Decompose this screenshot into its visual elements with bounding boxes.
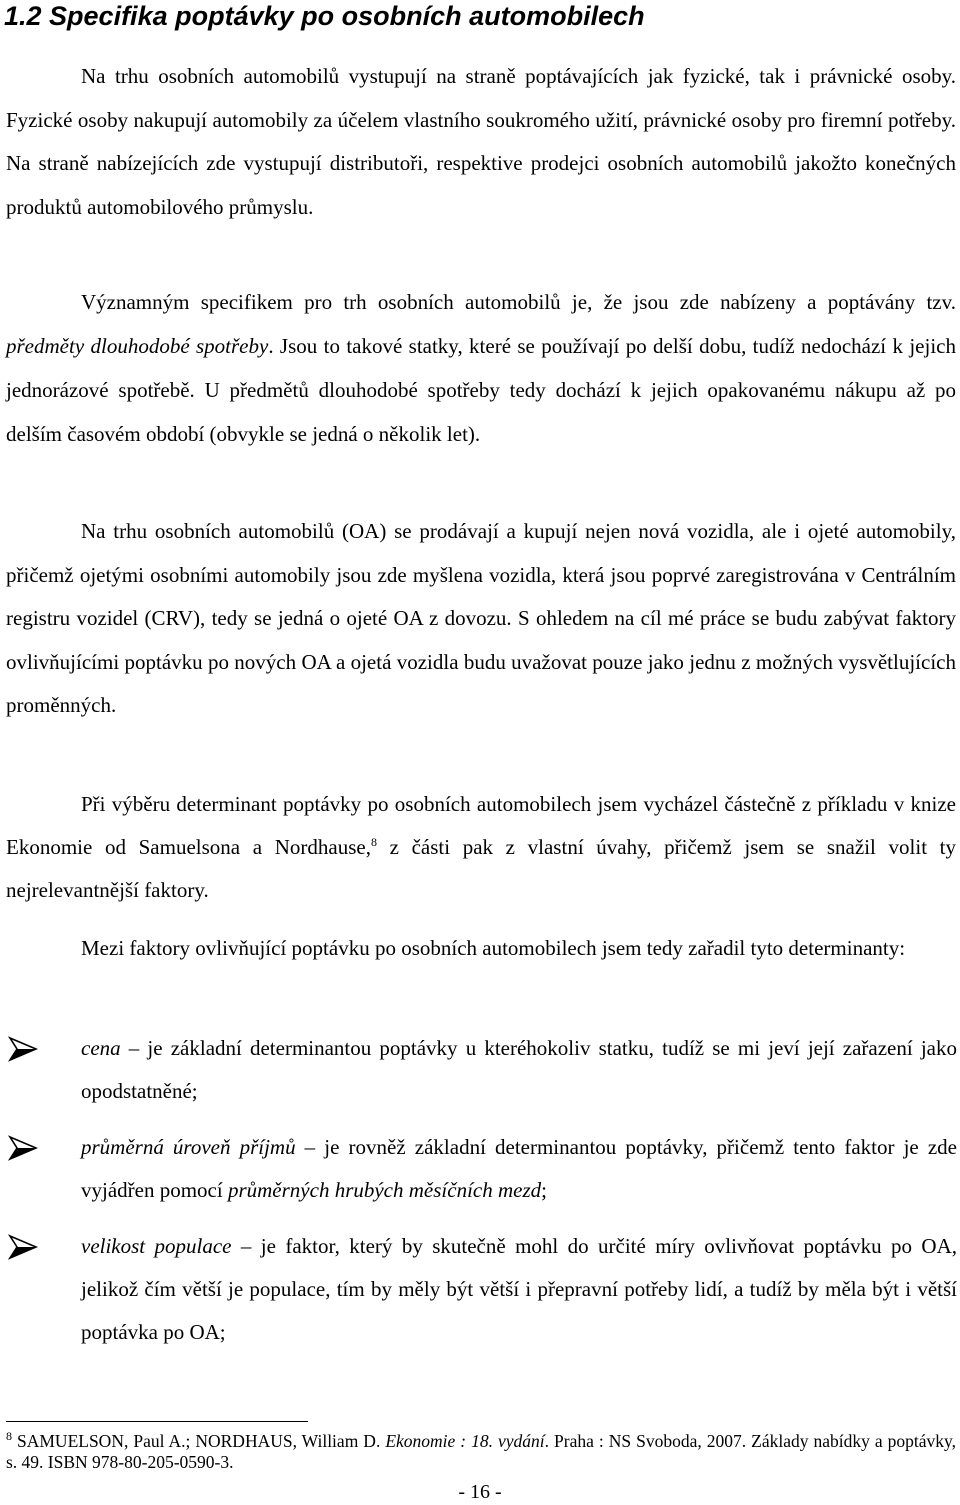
- page-number: - 16 -: [458, 1481, 502, 1503]
- list-item: [0, 1126, 960, 1212]
- paragraph-text: Významným specifikem pro trh osobních automobilů je, že jsou zde nabízeny a poptávány tzv.: [81, 290, 956, 314]
- determinants-list: [0, 1027, 960, 1354]
- emphasis-term: předměty dlouhodobé spotřeby: [6, 334, 269, 358]
- footnote-reference: 8: [370, 835, 377, 849]
- list-item-text: [81, 1126, 957, 1212]
- footnote-book-title: Ekonomie : 18. vydání: [385, 1431, 545, 1451]
- paragraph-text: z části pak z vlastní úvahy, přičemž jsem se snažil volit ty nejrelevantnější faktory.: [6, 835, 957, 902]
- paragraph-4: [6, 783, 956, 912]
- arrowhead-bullet-icon: [8, 1234, 38, 1260]
- footnote-separator: [6, 1421, 308, 1422]
- section-heading: 1.2 Specifika poptávky po osobních automobilech: [4, 1, 645, 31]
- paragraph-3: [6, 510, 956, 728]
- emphasis-term: cena: [81, 1036, 121, 1060]
- emphasis-term: průměrná úroveň příjmů: [81, 1135, 296, 1159]
- paragraph-text: . Jsou to takové statky, které se používají po delší dobu, tudíž nedochází k jejich jednorázové spotřebě. U předmětů dlouhodobé spotřeby tedy dochází k jejich opakovanému nákupu až po delším časovém období (obvykle se jedná o několik let).: [6, 334, 956, 446]
- paragraph-text: Mezi faktory ovlivňující poptávku po osobních automobilech jsem tedy zařadil tyto determinanty:: [81, 936, 906, 960]
- footnote: [6, 1431, 956, 1473]
- emphasis-term: průměrných hrubých měsíčních mezd: [227, 1178, 542, 1202]
- paragraph-text: Při výběru determinant poptávky po osobních automobilech jsem vycházel částečně z příkladu v knize Ekonomie od Samuelsona a Nordhause,: [6, 792, 956, 859]
- arrowhead-bullet-icon: [8, 1036, 38, 1062]
- list-item: [0, 1027, 960, 1113]
- list-item-text: [81, 1225, 957, 1354]
- list-item: [0, 1225, 960, 1354]
- list-item-body: – je faktor, který by skutečně mohl do určité míry ovlivňovat poptávku po OA, jelikož čím větší je populace, tím by měly být větší i přepravní potřeby lidí, a tudíž by měla být i větší poptávka po OA;: [81, 1234, 957, 1344]
- emphasis-term: velikost populace: [81, 1234, 232, 1258]
- paragraph-text: Na trhu osobních automobilů (OA) se prodávají a kupují nejen nová vozidla, ale i ojeté automobily, přičemž ojetými osobními automobily jsou zde myšlena vozidla, která jsou poprvé zaregistrována v Centrálním registru vozidel (CRV), tedy se jedná o ojeté OA z dovozu. S ohledem na cíl mé práce se budu zabývat faktory ovlivňujícími poptávku po nových OA a ojetá vozidla budu uvažovat pouze jako jednu z možných vysvětlujících proměnných.: [6, 519, 956, 717]
- list-item-body: – je základní determinantou poptávky u kteréhokoliv statku, tudíž se mi jeví její zařazení jako opodstatněné;: [81, 1036, 957, 1103]
- list-item-text: [81, 1027, 957, 1113]
- paragraph-2: [6, 280, 956, 456]
- paragraph-1: [6, 55, 956, 229]
- list-item-body: – je rovněž základní determinantou poptávky, přičemž tento faktor je zde vyjádřen pomocí: [81, 1135, 957, 1202]
- footnote-number: 8: [6, 1429, 12, 1444]
- list-item-body: ;: [541, 1178, 547, 1202]
- footnote-text: . Praha : NS Svoboda, 2007. Základy nabídky a poptávky, s. 49. ISBN 978-80-205-0590-3.: [6, 1431, 956, 1472]
- footnote-text: SAMUELSON, Paul A.; NORDHAUS, William D.: [12, 1431, 386, 1451]
- arrowhead-bullet-icon: [8, 1135, 38, 1161]
- paragraph-text: Na trhu osobních automobilů vystupují na straně poptávajících jak fyzické, tak i právnické osoby. Fyzické osoby nakupují automobily za účelem vlastního soukromého užití, právnické osoby pro firemní potřeby. Na straně nabízejících zde vystupují distributoři, respektive prodejci osobních automobilů jakožto konečných produktů automobilového průmyslu.: [6, 64, 956, 219]
- paragraph-5: [6, 927, 956, 970]
